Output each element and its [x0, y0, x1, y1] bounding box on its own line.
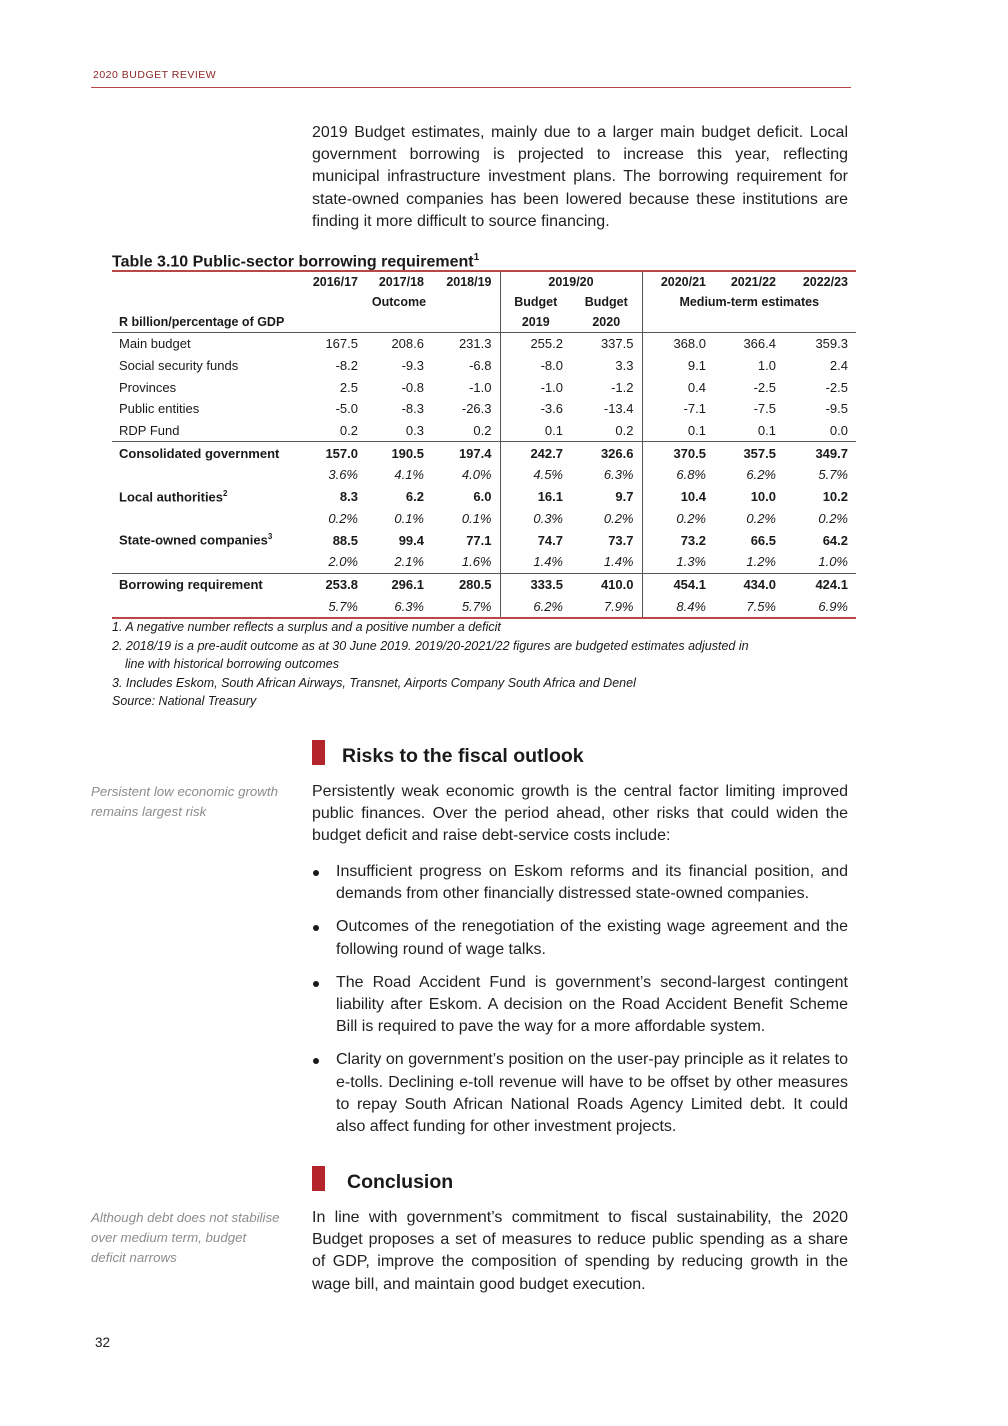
header-row-years [112, 272, 856, 292]
table-cell-percent: 0.2% [746, 510, 776, 526]
table-cell: 167.5 [300, 333, 366, 355]
row-label: Main budget [112, 333, 300, 355]
table-row [112, 376, 856, 398]
col-header: 2022/23 [802, 275, 848, 289]
table-cell-percent: 1.2% [746, 554, 776, 570]
table-cell: 424.1 [784, 573, 856, 595]
budget-header: Budget [500, 292, 571, 312]
row-label-note: 2 [223, 488, 228, 498]
table-cell: -5.0 [335, 401, 358, 417]
note-1: 1. A negative number reflects a surplus and a positive number a deficit [112, 620, 501, 634]
risks-paragraph: Persistently weak economic growth is the central factor limiting improved public finances. Over the period ahead, other risks that could widen the budget deficit and raise debt-service costs include: [312, 783, 848, 845]
intro-paragraph: 2019 Budget estimates, mainly due to a larger main budget deficit. Local government borrowing is projected to increase this year, reflecting municipal infrastructure investment plans. The borrowing requirement for state-owned companies has been lowered because these institutions are finding it more difficult to source financing. [312, 124, 848, 230]
table-title-note: 1 [473, 252, 480, 263]
table-cell-percent: 1.4% [500, 551, 571, 573]
table-cell-percent: 0.1% [394, 510, 424, 526]
table-cell: 6.0 [473, 489, 492, 505]
table-cell-percent: 2.0% [328, 554, 358, 570]
table-cell-percent: 6.2% [500, 595, 571, 618]
section-marker [312, 1166, 325, 1191]
bullet-icon [313, 1058, 319, 1064]
risks-bullet-list [312, 861, 848, 1149]
table-cell: 333.5 [500, 573, 571, 595]
row-label: RDP Fund [119, 423, 180, 439]
outcome-header: Outcome [371, 295, 427, 309]
risk-bullet: Insufficient progress on Eskom reforms and its financial position, and demands from other financially distressed state-owned companies. [312, 861, 848, 905]
table-cell: -7.1 [642, 398, 714, 420]
table-cell: -8.3 [401, 401, 424, 417]
table-cell: 197.4 [432, 442, 500, 464]
table-cell-percent: 2.1% [394, 554, 424, 570]
table-row-percent [112, 508, 856, 530]
table-title-text: Table 3.10 Public-sector borrowing requirement [112, 253, 474, 271]
table-cell: 0.0 [829, 423, 848, 439]
bullet-icon [313, 981, 319, 987]
table-cell: -1.0 [500, 376, 571, 398]
table-cell: -8.0 [500, 355, 571, 377]
budget-header: Budget [584, 295, 628, 309]
table-cell: 359.3 [784, 333, 856, 355]
table-cell-percent: 7.5% [714, 595, 784, 618]
table-cell: 64.2 [822, 532, 848, 548]
table-cell: 2.4 [829, 358, 848, 374]
row-label-text: State-owned companies [119, 532, 268, 548]
col-header: 2019/20 [500, 272, 642, 292]
table-cell: 280.5 [432, 573, 500, 595]
table-cell: 366.4 [714, 333, 784, 355]
risk-bullet: Outcomes of the renegotiation of the existing wage agreement and the following round of wage talks. [312, 916, 848, 960]
table-notes [112, 618, 749, 711]
row-label [112, 529, 300, 551]
row-label: Provinces [119, 379, 177, 395]
table-cell: 8.3 [339, 489, 358, 505]
table-cell: 1.0 [757, 358, 776, 374]
table-cell-percent: 4.0% [461, 467, 492, 483]
table-cell: 10.2 [822, 489, 848, 505]
table-cell: 10.0 [750, 489, 776, 505]
table-cell-percent: 0.2% [818, 510, 848, 526]
table-cell: 0.1 [500, 420, 571, 442]
table-cell: -3.6 [500, 398, 571, 420]
table-cell-percent: 4.1% [394, 467, 424, 483]
table-cell: 16.1 [500, 486, 571, 508]
table-row [112, 355, 856, 377]
table-row [112, 486, 856, 508]
col-header: 2020/21 [642, 272, 714, 292]
bullet-icon [313, 925, 319, 931]
table-cell: -1.2 [611, 379, 634, 395]
table-cell: 296.1 [366, 573, 432, 595]
table-cell-percent: 0.3% [500, 508, 571, 530]
table-cell: 9.7 [615, 489, 634, 505]
row-label: Consolidated government [112, 442, 300, 464]
table-cell-percent: 0.1% [461, 510, 492, 526]
table-cell: 410.0 [571, 573, 642, 595]
col-header: 2021/22 [730, 275, 776, 289]
row-label [112, 486, 300, 508]
table-cell-percent: 4.5% [500, 464, 571, 486]
table-cell-percent: 6.3% [603, 467, 634, 483]
table-cell: -8.2 [335, 358, 358, 374]
table-cell: 255.2 [500, 333, 571, 355]
borrowing-requirement-table [112, 272, 856, 619]
table-cell-percent: 5.7% [818, 467, 848, 483]
table-cell: 6.2 [405, 489, 424, 505]
note-2: 2. 2018/19 is a pre-audit outcome as at 30 June 2019. 2019/20-2021/22 figures are budgeted estimates adjusted in [112, 638, 749, 653]
budget-year-header: 2019 [500, 312, 571, 333]
running-header: 2020 BUDGET REVIEW [93, 69, 217, 81]
table-cell: -13.4 [603, 401, 634, 417]
table-cell-percent: 1.3% [642, 551, 714, 573]
table-cell: 368.0 [642, 333, 714, 355]
table-cell-percent: 6.3% [366, 595, 432, 618]
table-cell: 242.7 [500, 442, 571, 464]
table-row [112, 442, 856, 464]
table-cell: 0.1 [757, 423, 776, 439]
table-cell: -26.3 [461, 401, 492, 417]
table-cell: -6.8 [469, 358, 492, 374]
note-2-continued: line with historical borrowing outcomes [125, 657, 339, 672]
table-cell-percent: 6.8% [642, 464, 714, 486]
table-cell: 66.5 [750, 532, 776, 548]
table-cell: 253.8 [300, 573, 366, 595]
table-cell-percent: 8.4% [642, 595, 714, 618]
table-cell-percent: 1.4% [603, 554, 634, 570]
note-3: 3. Includes Eskom, South African Airways, Transnet, Airports Company South Africa and Denel [112, 675, 636, 690]
table-cell: 337.5 [571, 333, 642, 355]
budget-year-header: 2020 [592, 315, 621, 329]
table-cell: -9.3 [401, 358, 424, 374]
risk-bullet: The Road Accident Fund is government’s second-largest contingent liability after Eskom. A decision on the Road Accident Benefit Scheme Bill is required to pave the way for a more affordable system. [312, 972, 848, 1039]
table-cell: 77.1 [466, 532, 492, 548]
table-cell: -2.5 [825, 379, 848, 395]
table-row [112, 398, 856, 420]
row-label: Social security funds [119, 358, 239, 374]
table-cell: -7.5 [753, 401, 776, 417]
table-row [112, 333, 856, 355]
table-cell-percent: 0.2% [328, 510, 358, 526]
table-cell: -0.8 [401, 379, 424, 395]
table-cell: 349.7 [784, 442, 856, 464]
table-cell: -1.0 [469, 379, 492, 395]
table-cell-percent: 0.2% [642, 508, 714, 530]
header-row-units [112, 312, 856, 333]
table-cell: 0.4 [642, 376, 714, 398]
table-cell: 0.3 [405, 423, 424, 439]
conclusion-heading: Conclusion [347, 1171, 454, 1193]
table-row-percent [112, 464, 856, 486]
table-cell-percent: 7.9% [571, 595, 642, 618]
table-cell: 0.2 [339, 423, 358, 439]
row-label: Public entities [119, 401, 200, 417]
source-note: Source: National Treasury [112, 694, 257, 709]
table-cell-percent: 1.0% [818, 554, 848, 570]
table-cell: 0.2 [473, 423, 492, 439]
table-cell: 208.6 [366, 333, 432, 355]
risks-margin-note: Persistent low economic growth remains largest risk [91, 784, 278, 819]
table-cell: 3.3 [615, 358, 634, 374]
table-cell: -2.5 [753, 379, 776, 395]
table-row [112, 420, 856, 442]
table-cell: 326.6 [571, 442, 642, 464]
table-cell-percent: 0.2% [603, 510, 634, 526]
medium-term-header: Medium-term estimates [642, 292, 856, 312]
conclusion-margin-note: Although debt does not stabilise over medium term, budget deficit narrows [91, 1210, 280, 1265]
table-cell: 73.7 [608, 532, 634, 548]
table-title [112, 252, 479, 271]
page-number: 32 [95, 1335, 111, 1350]
table-cell: 0.1 [642, 420, 714, 442]
table-cell-percent: 6.9% [784, 595, 856, 618]
row-label-note: 3 [267, 532, 273, 542]
table-cell-percent: 3.6% [328, 467, 358, 483]
table-cell: 74.7 [500, 529, 571, 551]
table-cell: 454.1 [642, 573, 714, 595]
table-cell: 10.4 [642, 486, 714, 508]
header-rule [91, 87, 851, 88]
table-cell: 370.5 [642, 442, 714, 464]
table-cell-percent: 5.7% [300, 595, 366, 618]
table-row-percent [112, 551, 856, 573]
unit-label: R billion/percentage of GDP [119, 315, 285, 329]
table-row [112, 529, 856, 551]
col-header: 2018/19 [446, 275, 492, 289]
table-cell: 9.1 [642, 355, 714, 377]
table-cell: 157.0 [300, 442, 366, 464]
col-header: 2016/17 [312, 275, 358, 289]
table-cell: 2.5 [339, 379, 358, 395]
row-label-text: Local authorities [119, 489, 224, 505]
table-row [112, 573, 856, 595]
table-cell-percent: 5.7% [432, 595, 500, 618]
table-cell: 99.4 [398, 532, 424, 548]
header-row-labels [112, 292, 856, 312]
table-cell-percent: 1.6% [461, 554, 492, 570]
table-cell: 0.2 [615, 423, 634, 439]
col-header: 2017/18 [378, 275, 424, 289]
table-cell: 434.0 [714, 573, 784, 595]
table-cell-percent: 6.2% [746, 467, 776, 483]
table-row-percent [112, 595, 856, 618]
bullet-icon [313, 870, 319, 876]
risk-bullet: Clarity on government’s position on the user-pay principle as it relates to e-tolls. Declining e-toll revenue will have to be offset by other measures to repay South African National Roads Agency Limited debt. It could also affect funding for other investment projects. [312, 1049, 848, 1138]
section-marker [312, 740, 325, 765]
table-cell: 73.2 [642, 529, 714, 551]
table-cell: -9.5 [825, 401, 848, 417]
table-cell: 231.3 [432, 333, 500, 355]
table-cell: 190.5 [366, 442, 432, 464]
risks-heading: Risks to the fiscal outlook [342, 745, 584, 767]
conclusion-paragraph: In line with government’s commitment to fiscal sustainability, the 2020 Budget proposes a set of measures to reduce public spending as a share of GDP, improve the composition of spending by reducing growth in the wage bill, and maintain good budget execution. [312, 1209, 848, 1293]
row-label: Borrowing requirement [112, 573, 300, 595]
table-cell: 357.5 [714, 442, 784, 464]
table-cell: 88.5 [332, 532, 358, 548]
